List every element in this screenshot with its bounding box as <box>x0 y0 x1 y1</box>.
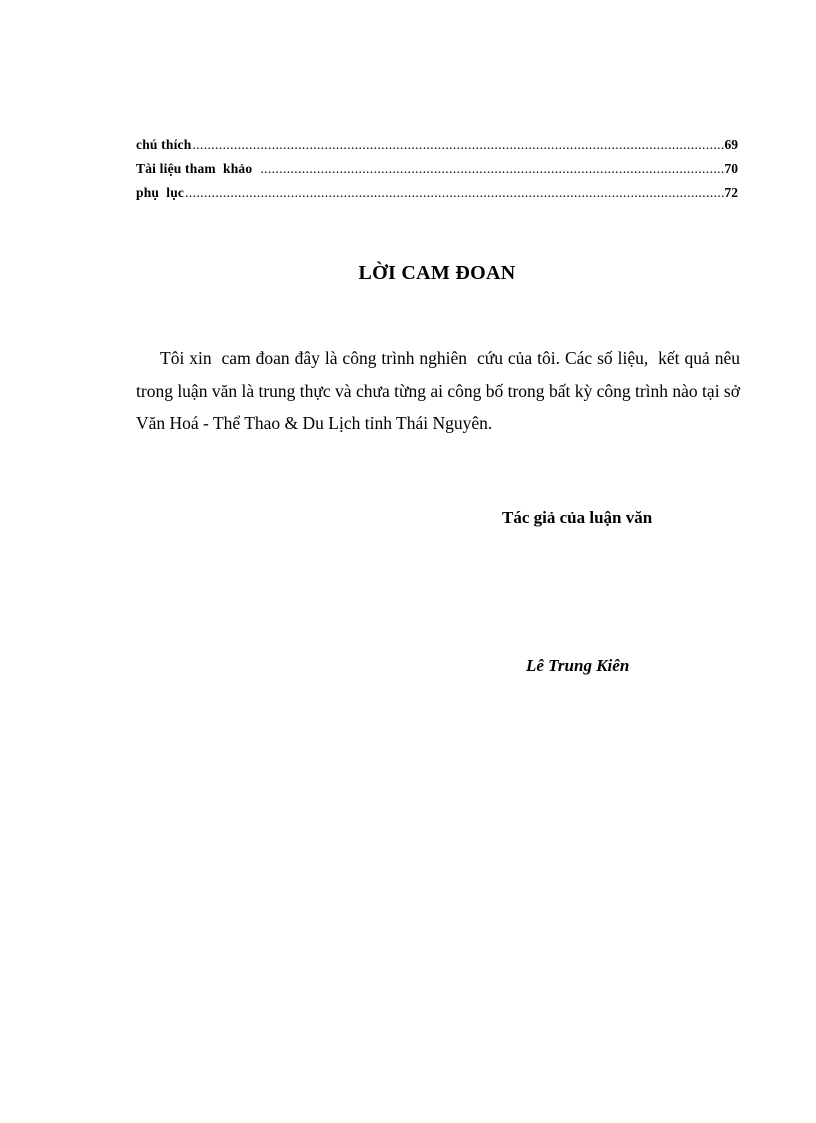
author-role: Tác giả của luận văn <box>502 508 653 527</box>
toc-leader-dots <box>192 133 723 157</box>
toc-entry-label: chú thích <box>136 137 192 152</box>
toc-entry-page: 69 <box>724 137 738 152</box>
toc-leader-dots <box>185 181 723 205</box>
toc-entry-page: 72 <box>724 185 738 200</box>
toc-leader-dots <box>260 157 723 181</box>
toc-entry-page: 70 <box>724 161 738 176</box>
toc-entry-label: Tài liệu tham khảo <box>136 161 253 176</box>
table-of-contents <box>136 133 738 205</box>
toc-entry-tai-lieu-tham-khao <box>136 157 738 181</box>
toc-entry-phu-luc <box>136 181 738 205</box>
author-name: Lê Trung Kiên <box>526 656 630 675</box>
declaration-title: LỜI CAM ĐOAN <box>358 262 516 284</box>
toc-entry-chu-thich <box>136 133 738 157</box>
declaration-body: Tôi xin cam đoan đây là công trình nghiên cứu của tôi. Các số liệu, kết quả nêu trong luận văn là trung thực và chưa từng ai công bố trong bất kỳ công trình nào tại sở Văn Hoá - Thể Thao & Du Lịch tỉnh Thái Nguyên. <box>136 348 745 433</box>
toc-entry-label: phụ lục <box>136 185 185 200</box>
